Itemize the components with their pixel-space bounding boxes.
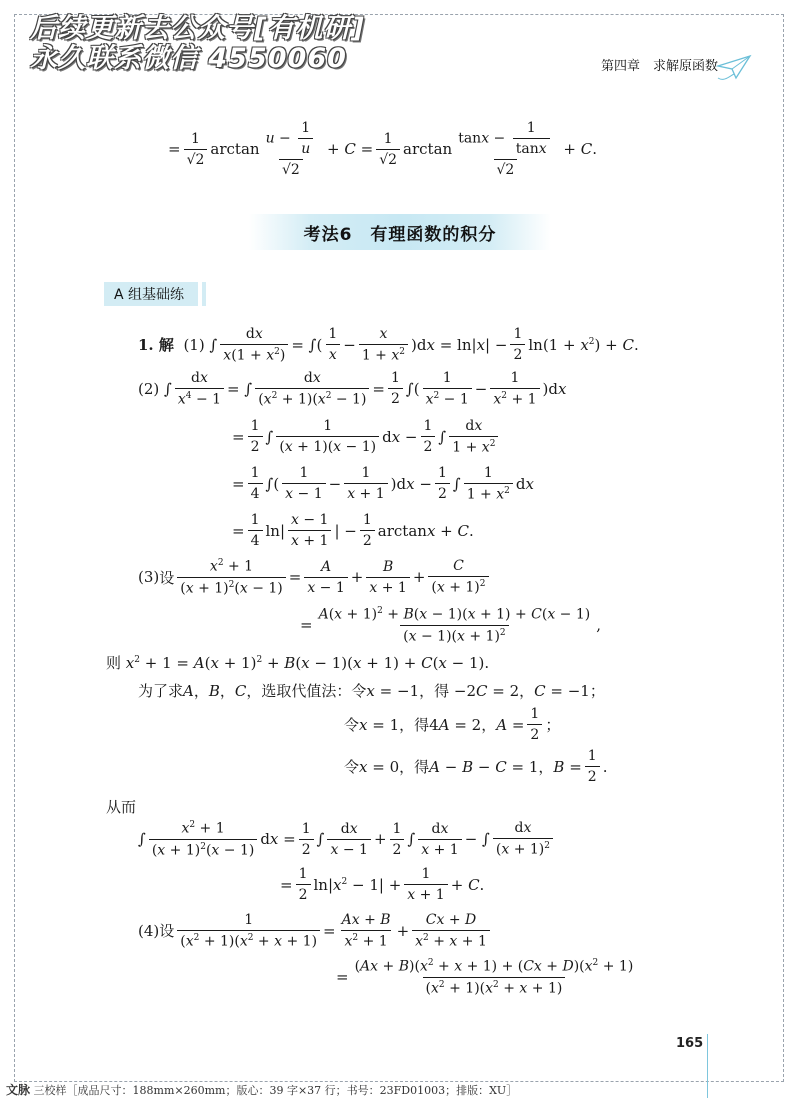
part-1-label: (1) xyxy=(183,335,205,354)
part-3-line-1: (3) 设 $\frac{x^2 + 1}{(x + 1)^2(x - 1)}$ = $\frac{A}{x - 1}$ + $\frac{B}{x + 1}$ + $\frac{C}{(x + 1)^2}$ xyxy=(138,558,492,596)
part-3-line-3: 则 $x^2 + 1 = A(x + 1)^2 + B(x - 1)(x + 1) + C(x - 1)$. xyxy=(106,653,490,672)
group-label: A 组基础练 xyxy=(104,282,198,306)
part-3-line-5: 令 x = 1 ，得 4A = 2，A = $\frac{1}{2}$ ； xyxy=(344,706,561,743)
part-3-line-7: ∫ $\frac{x^2 + 1}{(x + 1)^2(x - 1)}$ dx = $\frac{1}{2}$ ∫ $\frac{dx}{x - 1}$ + $\frac{1}{2}$ ∫ $\frac{dx}{x + 1}$ − ∫ $\frac{dx}{(x + 1)^2}$ xyxy=(138,820,556,858)
equation-continued: = $\frac{1}{√2}$ arctan u − $\frac{1}{u}$ √2 + C = $\frac{1}{√2}$ arctan tanx − $\frac{1}{\tan x}$ √2 + C. xyxy=(168,120,598,178)
then-word: 则 xyxy=(106,654,122,672)
set-word: 设 xyxy=(159,568,175,587)
part-4-line-1: (4) 设 $\frac{1}{(x^2 + 1)(x^2 + x + 1)}$ = $\frac{Ax + B}{x^2 + 1}$ + $\frac{Cx + D}{x^2 + x + 1}$ xyxy=(138,912,493,950)
part-2-line-2: = $\frac{1}{2}$ ∫ $\frac{1}{(x + 1)(x - 1)}$ dx − $\frac{1}{2}$ ∫ $\frac{dx}{1 + x^2}$ xyxy=(232,418,501,456)
footer-info: 三校样［成品尺寸：188mm×260mm；版心：39 字×37 行；书号：23FD01003；排版：XU］ xyxy=(33,1084,518,1097)
part-4-line-2: = $\frac{(Ax + B)(x^2 + x + 1) + (Cx + D)(x^2 + 1)}{(x^2 + 1)(x^2 + x + 1)}$ xyxy=(336,958,634,997)
watermark-line-2: 永久联系微信 4550060 xyxy=(30,43,347,74)
to-find-word: 为了求 xyxy=(138,682,184,700)
paper-plane-icon xyxy=(716,52,752,82)
watermark-line-1: 后续更新去公众号[有机研] xyxy=(30,13,365,44)
let-word-1: 令 xyxy=(344,716,360,734)
part-1-equation: 1. 解 (1) ∫ $\frac{dx}{x(1 + x^2)}$ = ∫( $\frac{1}{x}$ − $\frac{x}{1 + x^2}$ )dx = ln|x| − $\frac{1}{2}$ $\ln(1 + x^2) + C$. xyxy=(138,326,639,364)
let-word-2: 令 xyxy=(344,758,360,776)
get-word-2: ，得 xyxy=(399,758,430,776)
page-rule xyxy=(707,1034,708,1098)
print-footer xyxy=(6,1081,517,1098)
part-3-line-4: 为了求 A，B，C ，选取代值法：令 x = −1，得 −2C = 2，C = −1； xyxy=(138,682,605,700)
part-3-line-2: = $\frac{A(x + 1)^2 + B(x - 1)(x + 1) + C(x - 1)}{(x - 1)(x + 1)^2}$ , xyxy=(300,606,602,645)
part-3-label: (3) xyxy=(138,568,160,587)
part-3-line-8: = $\frac{1}{2}$ $\ln|x^2 - 1|$ + $\frac{1}{x + 1}$ + C. xyxy=(280,866,485,903)
get-word-1: ，得 xyxy=(399,716,430,734)
footer-brand: 文脉 xyxy=(6,1083,31,1097)
part-3-line-6: 令 x = 0 ，得 A − B − C = 1，B = $\frac{1}{2}$ . xyxy=(344,748,608,785)
hence-word: 从而 xyxy=(106,798,137,816)
part-2-label: (2) xyxy=(138,379,160,398)
choose-word: ，选取代值法：令 xyxy=(246,682,367,700)
part-4-label: (4) xyxy=(138,921,160,940)
section-title: 考法6 有理函数的积分 xyxy=(249,214,551,250)
part-2-line-1: (2) ∫ $\frac{dx}{x^4 - 1}$ = ∫ $\frac{dx}{(x^2 + 1)(x^2 - 1)}$ = $\frac{1}{2}$ ∫( $\frac{1}{x^2 - 1}$ − $\frac{1}{x^2 + 1}$ )dx xyxy=(138,370,567,408)
part-2-line-4: = $\frac{1}{4}$ ln| $\frac{x - 1}{x + 1}$ | − $\frac{1}{2}$ arctanx + C. xyxy=(232,512,474,549)
part-2-line-3: = $\frac{1}{4}$ ∫( $\frac{1}{x - 1}$ − $\frac{1}{x + 1}$ )dx − $\frac{1}{2}$ ∫ $\frac{1}{1 + x^2}$ dx xyxy=(232,465,534,503)
chapter-header: 第四章 求解原函数 xyxy=(600,59,718,74)
problem-number: 1. 解 xyxy=(138,336,174,355)
set-word-2: 设 xyxy=(159,922,175,941)
page-number: 165 xyxy=(676,1036,704,1051)
